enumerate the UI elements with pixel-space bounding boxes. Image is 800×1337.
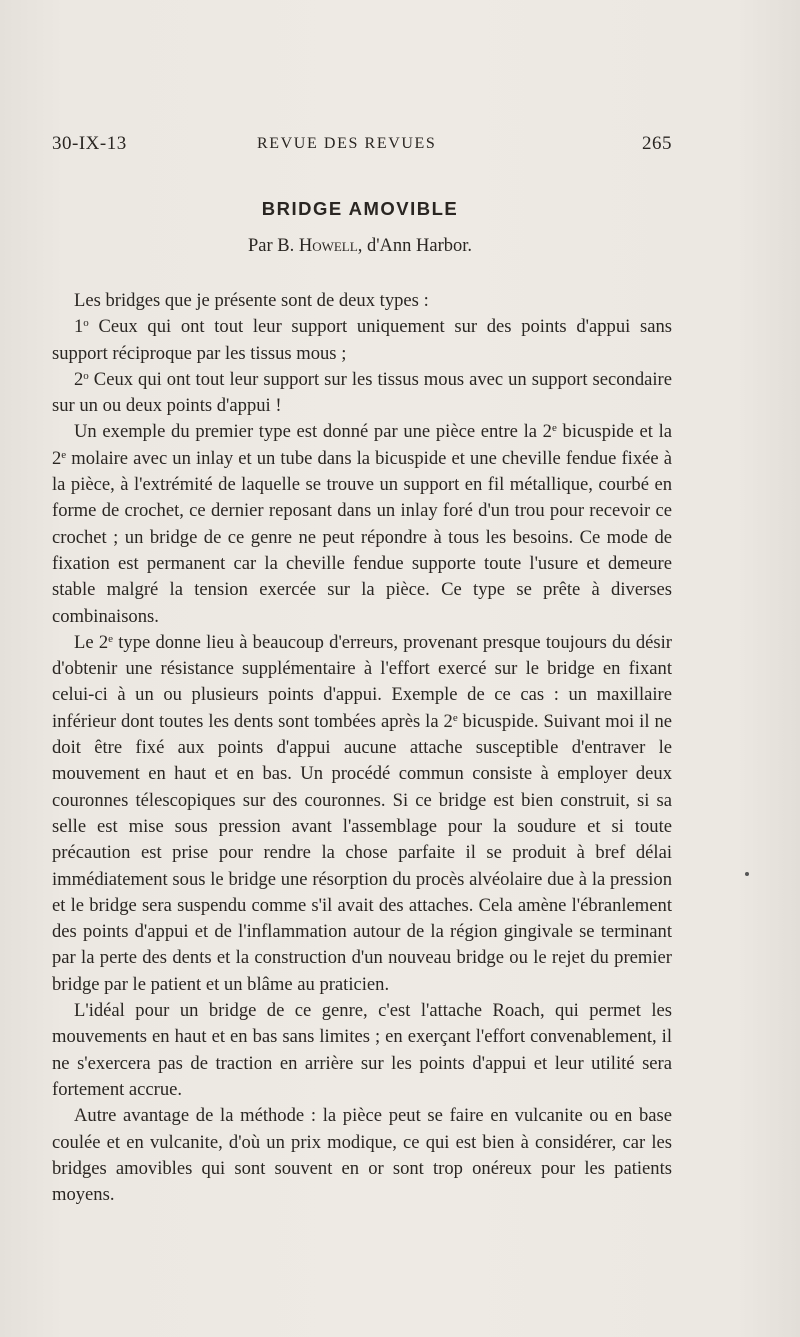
paragraph-advantage: Autre avantage de la méthode : la pièce peut se faire en vulcanite ou en base coulée et en vulcanite, d'où un prix modique, ce qui est bien à considérer, car les bridges amovibles qui sont souvent en or sont trop onéreux pour les patients moyens. [52, 1105, 672, 1206]
article-title: BRIDGE AMOVIBLE [261, 198, 459, 219]
article-byline [0, 236, 720, 257]
byline-author: Howell [298, 236, 358, 256]
paragraph-first-example: Un exemple du premier type est donné par une pièce entre la 2e bicuspide et la 2e molaire avec un inlay et un tube dans la bicuspide et une cheville fendue fixée à la pièce, à l'extrémité de laquelle se trouve un support en fil métallique, courbé en forme de crochet, ce dernier reposant dans un inlay foré d'un trou pour recevoir ce crochet ; un bridge de ce genre ne peut répondre à tous les besoins. Ce mode de fixation est permanent car la cheville fendue supporte toute l'usure et demeure stable malgré la tension exercée sur la pièce. Ce type se prête à diverses combinaisons. [52, 421, 672, 627]
paragraph-type-2: 2$^o$ Ceux qui ont tout leur support sur les tissus mous avec un support secondaire sur un ou deux points d'appui ! [52, 368, 672, 417]
paragraph-type-1: 1$^o$ Ceux qui ont tout leur support uniquement sur des points d'appui sans support réciproque par les tissus mous ; [52, 316, 672, 364]
running-head [52, 133, 672, 159]
paragraph-intro: Les bridges que je présente sont de deux types : [74, 290, 429, 311]
byline-prefix: Par B. [247, 236, 299, 256]
paragraph-roach-attachment: L'idéal pour un bridge de ce genre, c'est l'attache Roach, qui permet les mouvements en haut et en bas sans limites ; en exerçant l'effort convenablement, il ne s'exercera pas de traction en arrière sur les points d'appui et leur utilité sera fortement accrue. [52, 1000, 672, 1100]
print-speck [745, 872, 749, 876]
paragraph-second-type: Le 2e type donne lieu à beaucoup d'erreurs, provenant presque toujours du désir d'obtenir une résistance supplémentaire à l'effort exercé sur le bridge en fixant celui-ci à un ou plusieurs points d'appui. Exemple de ce cas : un maxillaire inférieur dont toutes les dents sont tombées après la 2e bicuspide. Suivant moi il ne doit être fixé aux points d'appui aucune attache susceptible d'entraver le mouvement en haut et en bas. Un procédé commun consiste à employer deux couronnes télescopiques sur des couronnes. Si ce bridge est bien construit, si sa selle est mise sous pression avant l'assemblage pour la soudure et si toute précaution est prise pour rendre la chose parfaite il se produit à bref délai immédiatement sous le bridge une résorption du procès alvéolaire due à la pression et le bridge sera suspendu comme s'il avait des attaches. Cela amène l'ébranlement des points d'appui et de l'inflammation autour de la région gingivale se terminant par la perte des dents et la construction d'un nouveau bridge ou le rejet du premier bridge par le patient et un blâme au praticien. [52, 631, 672, 995]
byline-suffix: , d'Ann Harbor. [357, 236, 473, 256]
article-body [52, 288, 672, 1208]
issue-date: 30-IX-13 [52, 133, 127, 154]
page-number: 265 [642, 133, 672, 154]
journal-title: REVUE DES REVUES [257, 135, 437, 152]
